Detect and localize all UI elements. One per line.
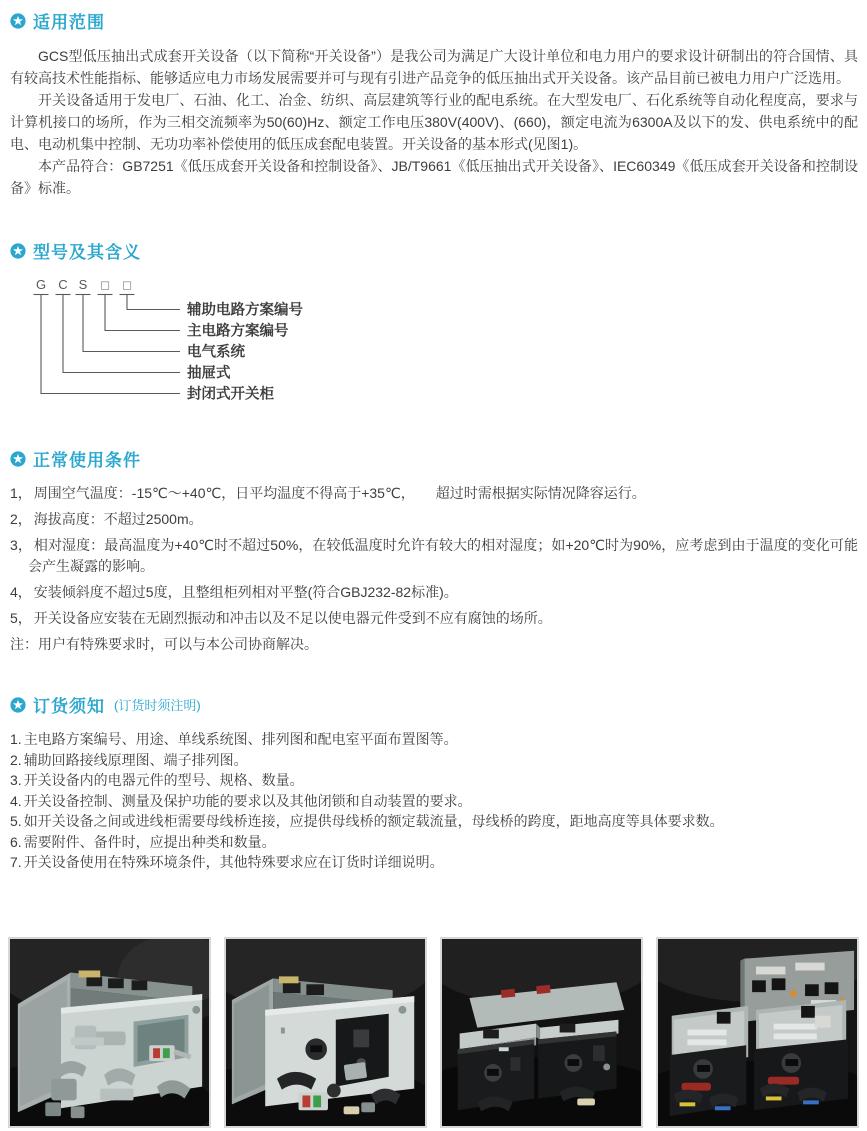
conditions-note: 注：用户有特殊要求时，可以与本公司协商解决。 [10,636,318,652]
scope-paragraph: GCS型低压抽出式成套开关设备（以下简称“开关设备”）是我公司为满足广大设计单位和电力用户的要求设计研制出的符合国情、具有较高技术性能指标、能够适应电力市场发展需要并可与现有引进产品竞争的低压抽出式开关设备。该产品目前已被电力用户广泛选用。 [10,48,858,86]
list-item [10,582,858,603]
list-item [10,750,858,771]
item-text: 如开关设备之间或进线柜需要母线桥连接，应提供母线桥的额定载流量，母线桥的跨度，距地高度等具体要求数。 [23,813,724,829]
star-bullet-icon [10,13,26,29]
item-text: 周围空气温度：-15℃～+40℃，日平均温度不得高于+35℃， 超过时需根据实际情况降容运行。 [33,485,646,501]
section-model [10,238,858,407]
drawers-and-rear-panel-photo [658,939,857,1126]
drawer-unit-front-photo [226,939,425,1126]
product-photo-3 [440,937,643,1128]
scope-paragraph: 本产品符合：GB7251《低压成套开关设备和控制设备》、JB/T9661《低压抽出式开关设备》、IEC60349《低压成套开关设备和控制设备》标准。 [10,158,858,196]
connector-line [127,295,180,310]
list-item [10,483,858,504]
list-item [10,832,858,853]
code-placeholder-square: □ [123,277,131,293]
section-ordering [10,692,858,873]
star-bullet-icon [10,451,26,467]
connector-line [83,295,180,352]
product-photo-4 [656,937,859,1128]
product-photo-2 [224,937,427,1128]
section-scope [10,8,858,199]
item-text: 辅助回路接线原理图、端子排列图。 [23,751,248,768]
section-title: 正常使用条件 [33,451,141,470]
conditions-list [10,483,858,655]
item-text: 主电路方案编号、用途、单线系统图、排列图和配电室平面布置图等。 [23,731,458,747]
list-item [10,608,858,629]
model-code-diagram [18,275,448,407]
item-text: 开关设备控制、测量及保护功能的要求以及其他闭锁和自动装置的要求。 [23,792,472,809]
section-title: 订货须知 [33,697,105,716]
section-title-note: (订货时须注明) [114,698,201,713]
item-text: 安装倾斜度不超过5度，且整组柜列相对平整(符合GBJ232-82标准)。 [33,584,458,600]
drawer-unit-with-handles-photo [10,939,209,1126]
item-number: 3， [10,537,32,553]
item-text: 需要附件、备件时，应提出种类和数量。 [23,833,276,850]
section-title: 型号及其含义 [33,243,141,262]
list-item [10,509,858,530]
item-number: 6. [10,833,22,850]
list-item [10,729,858,750]
code-placeholder-square: □ [101,277,109,293]
code-char-g: G [35,277,47,292]
product-photo-1 [8,937,211,1128]
scope-paragraph: 开关设备适用于发电厂、石油、化工、冶金、纺织、高层建筑等行业的配电系统。在大型发电厂、石化系统等自动化程度高，要求与计算机接口的场所，作为三相交流频率为50(60)Hz、额定工作电压380V(400V)、(660)，额定电流为6300A及以下的发、供电系统中的配电、电动机集中控制、无功功率补偿使用的低压成套配电装置。开关设备的基本形式(见图1)。 [10,92,858,152]
item-number: 1. [10,731,22,747]
connector-line [105,295,180,331]
section-title: 适用范围 [33,13,105,32]
section-model-header [10,238,858,263]
model-label: 抽屉式 [187,365,231,382]
list-item [10,791,858,812]
list-item [10,852,858,873]
item-text: 相对湿度：最高温度为+40℃时不超过50%，在较低温度时允许有较大的相对湿度；如+20℃时为90%，应考虑到由于温度的变化可能会产生凝露的影响。 [28,537,858,574]
item-number: 2， [10,511,32,527]
list-item [10,535,858,577]
model-label: 辅助电路方案编号 [187,302,303,319]
product-photo-row [8,937,859,1128]
ordering-list [10,729,858,873]
item-number: 7. [10,854,22,870]
item-number: 4， [10,584,32,600]
section-ordering-header [10,692,858,717]
item-number: 4. [10,792,22,809]
list-item [10,811,858,832]
item-text: 开关设备内的电器元件的型号、规格、数量。 [23,772,304,788]
star-bullet-icon [10,697,26,713]
model-label: 电气系统 [187,344,245,361]
item-number: 3. [10,772,22,788]
two-drawer-units-photo [442,939,641,1126]
item-text: 海拔高度：不超过2500m。 [33,511,203,527]
item-text: 开关设备使用在特殊环境条件，其他特殊要求应在订货时详细说明。 [23,854,444,870]
list-item [10,770,858,791]
code-char-c: C [58,277,68,292]
item-number: 1， [10,485,32,501]
section-scope-header [10,8,858,33]
model-label: 主电路方案编号 [187,323,289,340]
section-conditions-header [10,446,858,471]
item-number: 2. [10,751,22,768]
section-conditions [10,446,858,660]
model-label: 封闭式开关柜 [187,386,274,403]
star-bullet-icon [10,243,26,259]
item-text: 开关设备应安装在无剧烈振动和冲击以及不足以使电器元件受到不应有腐蚀的场所。 [33,610,552,626]
item-number: 5. [10,813,22,829]
item-number: 5， [10,610,32,626]
connector-line [63,295,180,373]
code-char-s: S [78,277,88,292]
